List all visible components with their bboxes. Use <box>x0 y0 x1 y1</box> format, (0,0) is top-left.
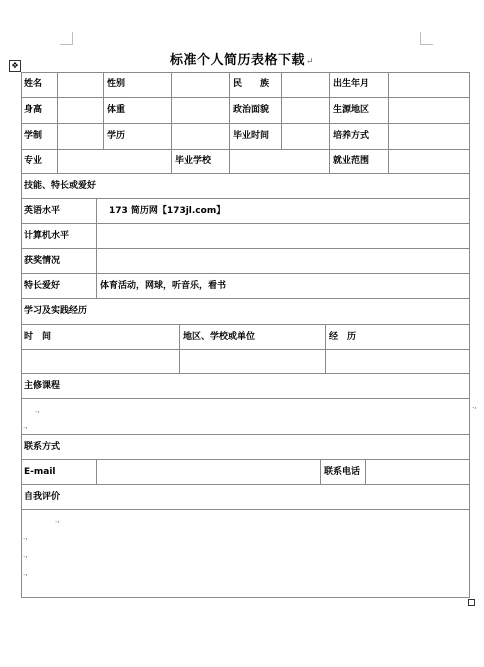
self-eval-mark-1: ., <box>55 516 60 524</box>
section-header-skills: 技能、特长或爱好 <box>21 174 470 199</box>
value-height[interactable] <box>58 98 104 124</box>
table-resize-handle-icon[interactable] <box>468 599 475 606</box>
label-email: E-mail <box>21 460 97 485</box>
value-english[interactable]: 173 简历网【173jl.com】 <box>97 199 470 224</box>
self-eval-mark-2: ., <box>23 533 28 541</box>
label-training: 培养方式 <box>330 124 389 150</box>
self-eval-mark-3: ., <box>23 551 28 559</box>
value-phone[interactable] <box>366 460 470 485</box>
label-origin: 生源地区 <box>330 98 389 124</box>
crop-mark-top-left <box>60 32 73 45</box>
value-computer[interactable] <box>97 224 470 249</box>
self-evaluation-content[interactable] <box>21 510 470 598</box>
column-header-history: 经 历 <box>326 325 470 350</box>
value-origin[interactable] <box>389 98 470 124</box>
value-awards[interactable] <box>97 249 470 274</box>
value-gender[interactable] <box>172 72 230 98</box>
label-employment: 就业范围 <box>330 150 389 174</box>
section-header-self-evaluation: 自我评价 <box>21 485 470 510</box>
label-degree: 学历 <box>104 124 172 150</box>
section-header-courses: 主修课程 <box>21 374 470 399</box>
value-weight[interactable] <box>172 98 230 124</box>
value-name[interactable] <box>58 72 104 98</box>
section-header-contact: 联系方式 <box>21 435 470 460</box>
label-computer: 计算机水平 <box>21 224 97 249</box>
value-schooling[interactable] <box>58 124 104 150</box>
label-schooling: 学制 <box>21 124 58 150</box>
column-header-place: 地区、学校或单位 <box>180 325 326 350</box>
experience-history-cell[interactable] <box>326 350 470 374</box>
label-graduation: 毕业时间 <box>230 124 282 150</box>
crop-mark-top-right <box>420 32 433 45</box>
column-header-time: 时 间 <box>21 325 180 350</box>
experience-time-cell[interactable] <box>21 350 180 374</box>
value-email[interactable] <box>97 460 321 485</box>
label-major: 专业 <box>21 150 58 174</box>
label-birth: 出生年月 <box>330 72 389 98</box>
label-weight: 体重 <box>104 98 172 124</box>
label-hobbies: 特长爱好 <box>21 274 97 299</box>
courses-mark-2: ., <box>23 422 28 430</box>
label-name: 姓名 <box>21 72 58 98</box>
document-title <box>0 49 484 68</box>
value-major[interactable] <box>58 150 172 174</box>
value-employment[interactable] <box>389 150 470 174</box>
value-degree[interactable] <box>172 124 230 150</box>
courses-outer-mark: ., <box>472 402 477 410</box>
label-height: 身高 <box>21 98 58 124</box>
value-graduation[interactable] <box>282 124 330 150</box>
value-birth[interactable] <box>389 72 470 98</box>
label-english: 英语水平 <box>21 199 97 224</box>
courses-content[interactable] <box>21 399 470 435</box>
label-school: 毕业学校 <box>172 150 230 174</box>
value-ethnicity[interactable] <box>282 72 330 98</box>
paragraph-mark: ↵ <box>305 57 315 67</box>
label-gender: 性别 <box>104 72 172 98</box>
self-eval-mark-4: ., <box>23 569 28 577</box>
section-header-experience: 学习及实践经历 <box>21 299 470 325</box>
label-political: 政治面貌 <box>230 98 282 124</box>
courses-mark-1: ., <box>35 406 40 414</box>
label-phone: 联系电话 <box>321 460 366 485</box>
value-political[interactable] <box>282 98 330 124</box>
table-move-handle-icon[interactable]: ✥ <box>9 60 21 72</box>
value-training[interactable] <box>389 124 470 150</box>
experience-place-cell[interactable] <box>180 350 326 374</box>
title-text: 标准个人简历表格下载 <box>169 53 305 68</box>
value-hobbies[interactable]: 体育活动，网球，听音乐，看书 <box>97 274 470 299</box>
label-ethnicity: 民 族 <box>230 72 282 98</box>
value-school[interactable] <box>230 150 330 174</box>
label-awards: 获奖情况 <box>21 249 97 274</box>
